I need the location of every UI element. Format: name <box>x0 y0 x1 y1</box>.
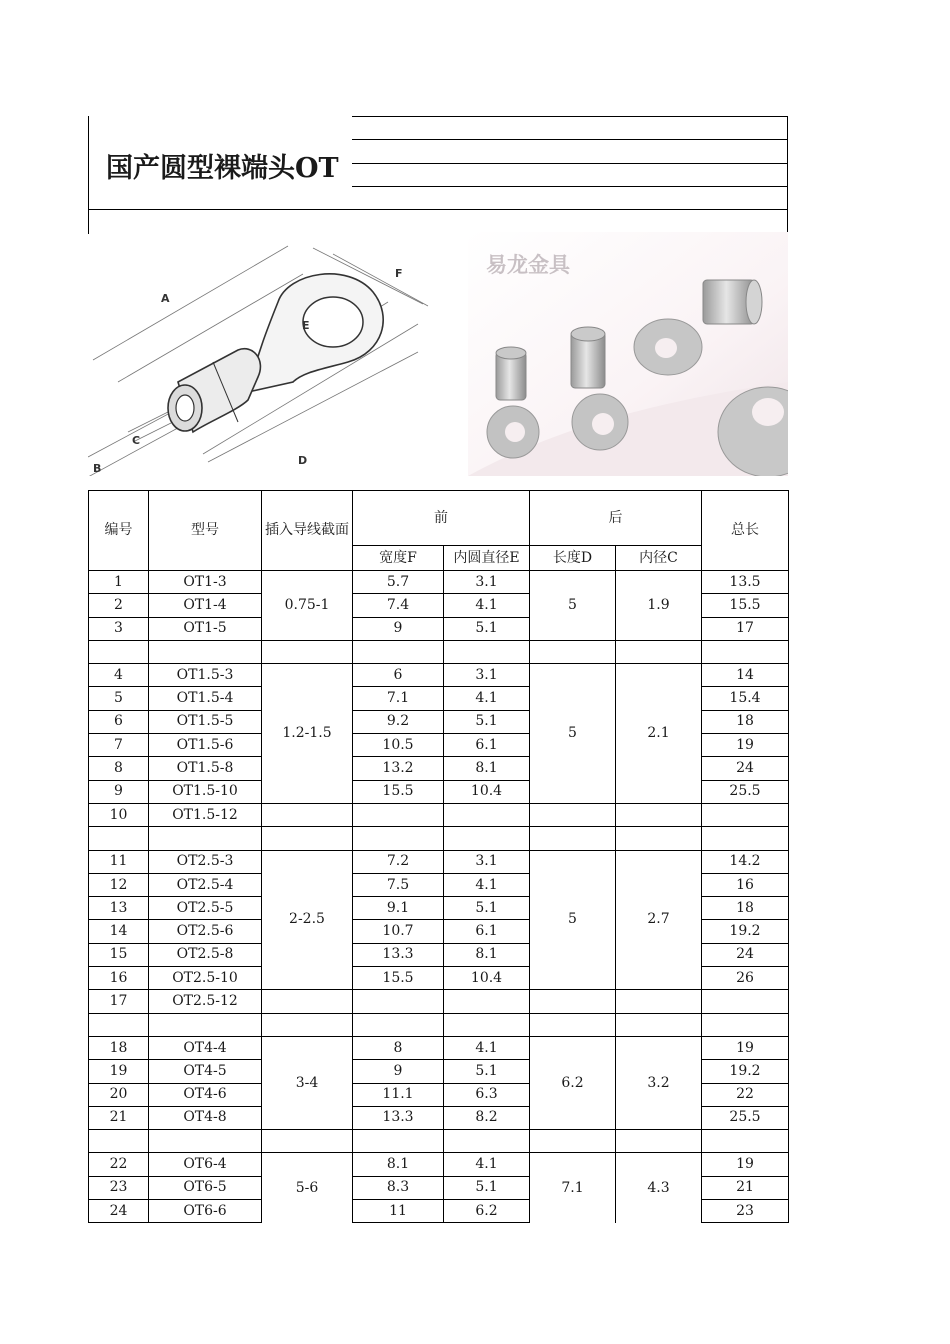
cell-width-f: 9.2 <box>353 710 444 733</box>
cell-total <box>702 803 789 826</box>
cell-no: 22 <box>89 1153 149 1176</box>
cell-total: 15.4 <box>702 687 789 710</box>
cell-wire-section: 2-2.5 <box>262 850 353 990</box>
table-row <box>89 1036 789 1059</box>
cell-model: OT2.5-8 <box>149 943 262 966</box>
empty-cell <box>616 1130 702 1153</box>
empty-cell <box>702 640 789 663</box>
cell-no: 19 <box>89 1060 149 1083</box>
cell-model: OT1.5-3 <box>149 664 262 687</box>
cell-inner-e: 4.1 <box>444 1153 530 1176</box>
cell-inner-e: 5.1 <box>444 897 530 920</box>
cell-wire-section: 3-4 <box>262 1036 353 1129</box>
cell-inner-e: 5.1 <box>444 1060 530 1083</box>
table-row <box>89 571 789 594</box>
header-length-d: 长度D <box>530 546 616 571</box>
empty-cell <box>353 827 444 850</box>
spacer-row <box>89 640 789 663</box>
header-inner-c: 内径C <box>616 546 702 571</box>
cell-model: OT4-4 <box>149 1036 262 1059</box>
header-block <box>88 116 788 234</box>
cell-no: 15 <box>89 943 149 966</box>
cell-no: 13 <box>89 897 149 920</box>
cell-width-f: 8.3 <box>353 1176 444 1199</box>
cell-model: OT4-5 <box>149 1060 262 1083</box>
cell-wire-section <box>262 990 353 1013</box>
empty-cell <box>616 827 702 850</box>
cell-model: OT2.5-3 <box>149 850 262 873</box>
empty-cell <box>616 1013 702 1036</box>
cell-no: 3 <box>89 617 149 640</box>
header-inner-e: 内圆直径E <box>444 546 530 571</box>
table-row <box>89 850 789 873</box>
label-d: D <box>298 454 308 467</box>
cell-total: 19 <box>702 734 789 757</box>
label-b: B <box>93 462 102 475</box>
cell-inner-e: 8.1 <box>444 943 530 966</box>
empty-cell <box>530 1013 616 1036</box>
product-images <box>88 232 788 476</box>
cell-inner-c: 4.3 <box>616 1153 702 1223</box>
empty-cell <box>89 1013 149 1036</box>
cell-inner-e: 3.1 <box>444 664 530 687</box>
header-rule <box>352 186 788 187</box>
cell-total: 25.5 <box>702 780 789 803</box>
cell-width-f: 10.5 <box>353 734 444 757</box>
cell-width-f: 13.3 <box>353 1106 444 1129</box>
empty-cell <box>353 1130 444 1153</box>
cell-inner-e: 6.2 <box>444 1200 530 1223</box>
label-a: A <box>161 292 170 305</box>
cell-width-f: 5.7 <box>353 571 444 594</box>
cell-inner-e: 5.1 <box>444 710 530 733</box>
cell-wire-section: 0.75-1 <box>262 571 353 641</box>
cell-width-f: 8.1 <box>353 1153 444 1176</box>
cell-model: OT1.5-5 <box>149 710 262 733</box>
cell-model: OT1-3 <box>149 571 262 594</box>
cell-inner-e: 5.1 <box>444 1176 530 1199</box>
table-row <box>89 664 789 687</box>
cell-no: 20 <box>89 1083 149 1106</box>
cell-length-d: 5 <box>530 664 616 804</box>
cell-inner-c: 3.2 <box>616 1036 702 1129</box>
cell-width-f: 9.1 <box>353 897 444 920</box>
cell-no: 17 <box>89 990 149 1013</box>
empty-cell <box>89 640 149 663</box>
empty-cell <box>89 827 149 850</box>
label-e: E <box>302 319 310 332</box>
cell-inner-e: 4.1 <box>444 1036 530 1059</box>
cell-inner-e: 3.1 <box>444 571 530 594</box>
empty-cell <box>353 1013 444 1036</box>
header-model: 型号 <box>149 491 262 571</box>
header-rule <box>352 163 788 164</box>
cell-no: 6 <box>89 710 149 733</box>
empty-cell <box>530 640 616 663</box>
header-rule <box>352 139 788 140</box>
cell-inner-e: 6.3 <box>444 1083 530 1106</box>
cell-model: OT1.5-4 <box>149 687 262 710</box>
spacer-row <box>89 1013 789 1036</box>
cell-width-f: 7.2 <box>353 850 444 873</box>
cell-inner-e: 8.1 <box>444 757 530 780</box>
cell-total: 21 <box>702 1176 789 1199</box>
empty-cell <box>530 827 616 850</box>
cell-total: 24 <box>702 943 789 966</box>
cell-model: OT1.5-12 <box>149 803 262 826</box>
empty-cell <box>149 1013 262 1036</box>
empty-cell <box>444 640 530 663</box>
header-width-f: 宽度F <box>353 546 444 571</box>
label-c: C <box>132 434 141 447</box>
cell-total: 19 <box>702 1153 789 1176</box>
cell-total: 16 <box>702 873 789 896</box>
cell-model: OT2.5-5 <box>149 897 262 920</box>
cell-inner-e <box>444 990 530 1013</box>
header-left-border <box>88 116 89 234</box>
cell-inner-e: 10.4 <box>444 967 530 990</box>
cell-no: 18 <box>89 1036 149 1059</box>
ring-terminal-product-photo <box>468 232 788 476</box>
table-row <box>89 1153 789 1176</box>
cell-width-f: 9 <box>353 617 444 640</box>
cell-length-d: 5 <box>530 850 616 990</box>
cell-model: OT2.5-10 <box>149 967 262 990</box>
cell-model: OT2.5-12 <box>149 990 262 1013</box>
cell-model: OT4-6 <box>149 1083 262 1106</box>
cell-width-f: 7.4 <box>353 594 444 617</box>
cell-inner-e: 8.2 <box>444 1106 530 1129</box>
spec-table <box>88 490 789 1223</box>
cell-inner-e: 4.1 <box>444 873 530 896</box>
empty-cell <box>444 827 530 850</box>
cell-inner-c <box>616 990 702 1013</box>
cell-total: 24 <box>702 757 789 780</box>
header-back: 后 <box>530 491 702 546</box>
cell-inner-e: 10.4 <box>444 780 530 803</box>
cell-model: OT1-5 <box>149 617 262 640</box>
cell-width-f <box>353 990 444 1013</box>
cell-no: 23 <box>89 1176 149 1199</box>
empty-cell <box>89 1130 149 1153</box>
cell-model: OT2.5-4 <box>149 873 262 896</box>
cell-length-d: 6.2 <box>530 1036 616 1129</box>
cell-length-d: 5 <box>530 571 616 641</box>
header-no: 编号 <box>89 491 149 571</box>
cell-width-f: 15.5 <box>353 780 444 803</box>
empty-cell <box>262 640 353 663</box>
cell-inner-e <box>444 803 530 826</box>
cell-no: 4 <box>89 664 149 687</box>
cell-width-f: 6 <box>353 664 444 687</box>
cell-width-f: 15.5 <box>353 967 444 990</box>
cell-model: OT6-4 <box>149 1153 262 1176</box>
label-f: F <box>395 267 403 280</box>
cell-total: 19 <box>702 1036 789 1059</box>
header-wire: 插入导线截面 <box>262 491 353 571</box>
cell-model: OT4-8 <box>149 1106 262 1129</box>
cell-no: 2 <box>89 594 149 617</box>
cell-length-d: 7.1 <box>530 1153 616 1223</box>
cell-inner-e: 4.1 <box>444 594 530 617</box>
cell-no: 10 <box>89 803 149 826</box>
cell-width-f: 10.7 <box>353 920 444 943</box>
header-right-border <box>787 116 788 234</box>
cell-total: 19.2 <box>702 1060 789 1083</box>
empty-cell <box>444 1130 530 1153</box>
spacer-row <box>89 1130 789 1153</box>
cell-no: 12 <box>89 873 149 896</box>
cell-no: 11 <box>89 850 149 873</box>
cell-total: 23 <box>702 1200 789 1223</box>
cell-width-f: 9 <box>353 1060 444 1083</box>
header-front: 前 <box>353 491 530 546</box>
table-row <box>89 803 789 826</box>
cell-total: 26 <box>702 967 789 990</box>
cell-inner-c: 1.9 <box>616 571 702 641</box>
cell-model: OT6-6 <box>149 1200 262 1223</box>
cell-total: 14.2 <box>702 850 789 873</box>
cell-no: 21 <box>89 1106 149 1129</box>
header-rule <box>352 116 788 117</box>
page-title: 国产圆型裸端头OT <box>106 153 339 184</box>
cell-inner-c <box>616 803 702 826</box>
cell-wire-section <box>262 803 353 826</box>
empty-cell <box>262 1013 353 1036</box>
cell-inner-e: 3.1 <box>444 850 530 873</box>
cell-total: 18 <box>702 897 789 920</box>
cell-no: 16 <box>89 967 149 990</box>
cell-model: OT2.5-6 <box>149 920 262 943</box>
cell-total: 22 <box>702 1083 789 1106</box>
cell-no: 14 <box>89 920 149 943</box>
cell-total: 17 <box>702 617 789 640</box>
cell-wire-section: 1.2-1.5 <box>262 664 353 804</box>
cell-length-d <box>530 803 616 826</box>
table-row <box>89 990 789 1013</box>
cell-no: 7 <box>89 734 149 757</box>
cell-no: 9 <box>89 780 149 803</box>
cell-model: OT1.5-10 <box>149 780 262 803</box>
cell-inner-e: 6.1 <box>444 734 530 757</box>
cell-total: 15.5 <box>702 594 789 617</box>
empty-cell <box>444 1013 530 1036</box>
empty-cell <box>530 1130 616 1153</box>
empty-cell <box>262 1130 353 1153</box>
cell-no: 1 <box>89 571 149 594</box>
cell-inner-e: 4.1 <box>444 687 530 710</box>
cell-model: OT6-5 <box>149 1176 262 1199</box>
empty-cell <box>702 1013 789 1036</box>
spacer-row <box>89 827 789 850</box>
empty-cell <box>702 827 789 850</box>
cell-inner-e: 6.1 <box>444 920 530 943</box>
cell-width-f: 13.2 <box>353 757 444 780</box>
cell-model: OT1-4 <box>149 594 262 617</box>
cell-no: 5 <box>89 687 149 710</box>
empty-cell <box>616 640 702 663</box>
cell-model: OT1.5-8 <box>149 757 262 780</box>
cell-model: OT1.5-6 <box>149 734 262 757</box>
cell-width-f: 7.1 <box>353 687 444 710</box>
empty-cell <box>149 640 262 663</box>
cell-total: 25.5 <box>702 1106 789 1129</box>
cell-total <box>702 990 789 1013</box>
cell-total: 13.5 <box>702 571 789 594</box>
header-total: 总长 <box>702 491 789 571</box>
cell-width-f <box>353 803 444 826</box>
empty-cell <box>149 827 262 850</box>
cell-width-f: 7.5 <box>353 873 444 896</box>
header-rule <box>88 209 788 210</box>
cell-no: 8 <box>89 757 149 780</box>
cell-length-d <box>530 990 616 1013</box>
empty-cell <box>149 1130 262 1153</box>
cell-total: 19.2 <box>702 920 789 943</box>
cell-inner-c: 2.7 <box>616 850 702 990</box>
empty-cell <box>702 1130 789 1153</box>
cell-width-f: 8 <box>353 1036 444 1059</box>
cell-inner-c: 2.1 <box>616 664 702 804</box>
empty-cell <box>353 640 444 663</box>
cell-wire-section: 5-6 <box>262 1153 353 1223</box>
cell-total: 14 <box>702 664 789 687</box>
empty-cell <box>262 827 353 850</box>
cell-width-f: 11.1 <box>353 1083 444 1106</box>
cell-width-f: 13.3 <box>353 943 444 966</box>
cell-total: 18 <box>702 710 789 733</box>
cell-no: 24 <box>89 1200 149 1223</box>
cell-inner-e: 5.1 <box>444 617 530 640</box>
ring-terminal-dimension-drawing <box>88 232 468 476</box>
cell-width-f: 11 <box>353 1200 444 1223</box>
watermark-text: 易龙金具 <box>486 252 570 277</box>
